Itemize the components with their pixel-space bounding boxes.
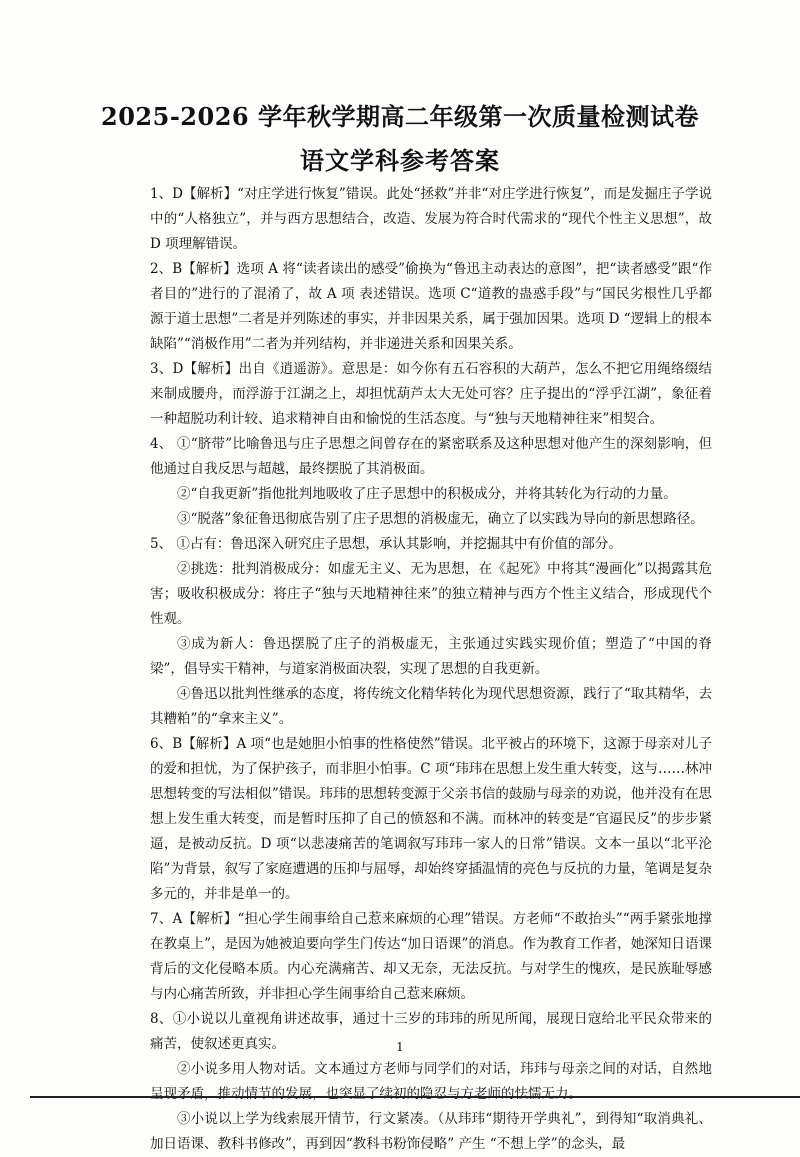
bottom-rule <box>30 1096 800 1098</box>
answer-1: 1、D【解析】“对庄学进行恢复”错误。此处“拯救”并非“对庄学进行恢复”，而是发掘庄子学说中的“人格独立”，并与西方思想结合，改造、发展为符合时代需求的“现代个性主义思想”，故 D 项理解错误。 <box>150 186 712 252</box>
answer-5-point-1: 5、 ①占有：鲁迅深入研究庄子思想，承认其影响，并挖掘其中有价值的部分。 <box>150 536 622 552</box>
answer-5-point-4: ④鲁迅以批判性继承的态度，将传统文化精华转化为现代思想资源，践行了“取其精华，去其糟粕”的“拿来主义”。 <box>150 686 712 727</box>
answer-6: 6、B【解析】A 项“也是她胆小怕事的性格使然”错误。北平被占的环境下，这源于母亲对儿子的爱和担忧，为了保护孩子，而非胆小怕事。C 项“玮玮在思想上发生重大转变，这与……林冲思想转变的写法相似”错误。玮玮的思想转变源于父亲书信的鼓励与母亲的劝说，他并没有在思想上发生重大转变，而是暂时压抑了自己的愤怒和不满。而林冲的转变是“官逼民反”的步步紧逼，是被动反抗。D 项“以悲凄痛苦的笔调叙写玮玮一家人的日常”错误。文本一虽以“北平沦陷”为背景，叙写了家庭遭遇的压抑与屈辱，却始终穿插温情的亮色与反抗的力量，笔调是复杂多元的，并非是单一的。 <box>150 736 712 902</box>
answer-4-point-1: 4、 ①“脐带”比喻鲁迅与庄子思想之间曾存在的紧密联系及这种思想对他产生的深刻影响，但他通过自我反思与超越，最终摆脱了其消极面。 <box>150 436 712 477</box>
answer-key-subtitle: 语文学科参考答案 <box>300 146 500 175</box>
answer-5-point-2: ②挑选：批判消极成分：如虚无主义、无为思想，在《起死》中将其“漫画化”以揭露其危害；吸收积极成分：将庄子“独与天地精神往来”的独立精神与西方个性主义结合，形成现代个性观。 <box>150 561 712 627</box>
answer-7: 7、A【解析】“担心学生闹事给自己惹来麻烦的心理”错误。方老师“不敢抬头”“两手紧张地撑在教桌上”，是因为她被迫要向学生门传达“加日语课”的消息。作为教育工作者，她深知日语课背后的文化侵略本质。内心充满痛苦、却又无奈，无法反抗。与对学生的愧疚，是民族耻辱感与内心痛苦所致，并非担心学生闹事给自己惹来麻烦。 <box>150 911 712 1002</box>
answer-4-point-2: ②“自我更新”指他批判地吸收了庄子思想中的积极成分，并将其转化为行动的力量。 <box>177 486 677 502</box>
answer-8-point-2: ②小说多用人物对话。文本通过方老师与同学们的对话，玮玮与母亲之间的对话，自然地呈现矛盾，推动情节的发展，也突显了续初的隐忍与方老师的怯懦无力。 <box>150 1061 712 1102</box>
answer-3: 3、D【解析】出自《逍遥游》。意思是：如今你有五石容积的大葫芦，怎么不把它用绳络缀结来制成腰舟，而浮游于江湖之上，却担忧葫芦太大无处可容？庄子提出的“浮乎江湖”，象征着一种超脱功利计较、追求精神自由和愉悦的生活态度。与“独与天地精神往来”相契合。 <box>150 361 712 427</box>
answer-8-point-3: ③小说以上学为线索展开情节，行文紧凑。（从玮玮“期待开学典礼”，到得知“取消典礼、加日语课、教科书修改”，再到因“教科书粉饰侵略” 产生 “不想上学”的念头，最 <box>150 1111 712 1152</box>
answer-8-point-1: 8、①小说以儿童视角讲述故事，通过十三岁的玮玮的所见所闻，展现日寇给北平民众带来的痛苦，使叙述更真实。 <box>150 1011 712 1052</box>
page-number: 1 <box>396 1040 404 1054</box>
answer-5-point-3: ③成为新人：鲁迅摆脱了庄子的消极虚无，主张通过实践实现价值；塑造了“中国的脊梁”，倡导实干精神，与道家消极面决裂，实现了思想的自我更新。 <box>150 636 712 677</box>
exam-title: 2025-2026 学年秋学期高二年级第一次质量检测试卷 <box>101 102 699 131</box>
answer-4-point-3: ③“脱落”象征鲁迅彻底告别了庄子思想的消极虚无，确立了以实践为导向的新思想路径。 <box>177 511 704 527</box>
answer-body <box>150 182 712 1157</box>
answer-2: 2、B【解析】选项 A 将“读者读出的感受”偷换为“鲁迅主动表达的意图”，把“读者感受”跟“作者目的”进行的了混淆了，故 A 项 表述错误。选项 C“道教的蛊惑手段”与“国民劣根性几乎都源于道士思想”二者是并列陈述的事实，并非因果关系，属于强加因果。选项 D “逻辑上的根本缺陷”“消极作用”二者为并列结构，并非递进关系和因果关系。 <box>150 261 712 352</box>
